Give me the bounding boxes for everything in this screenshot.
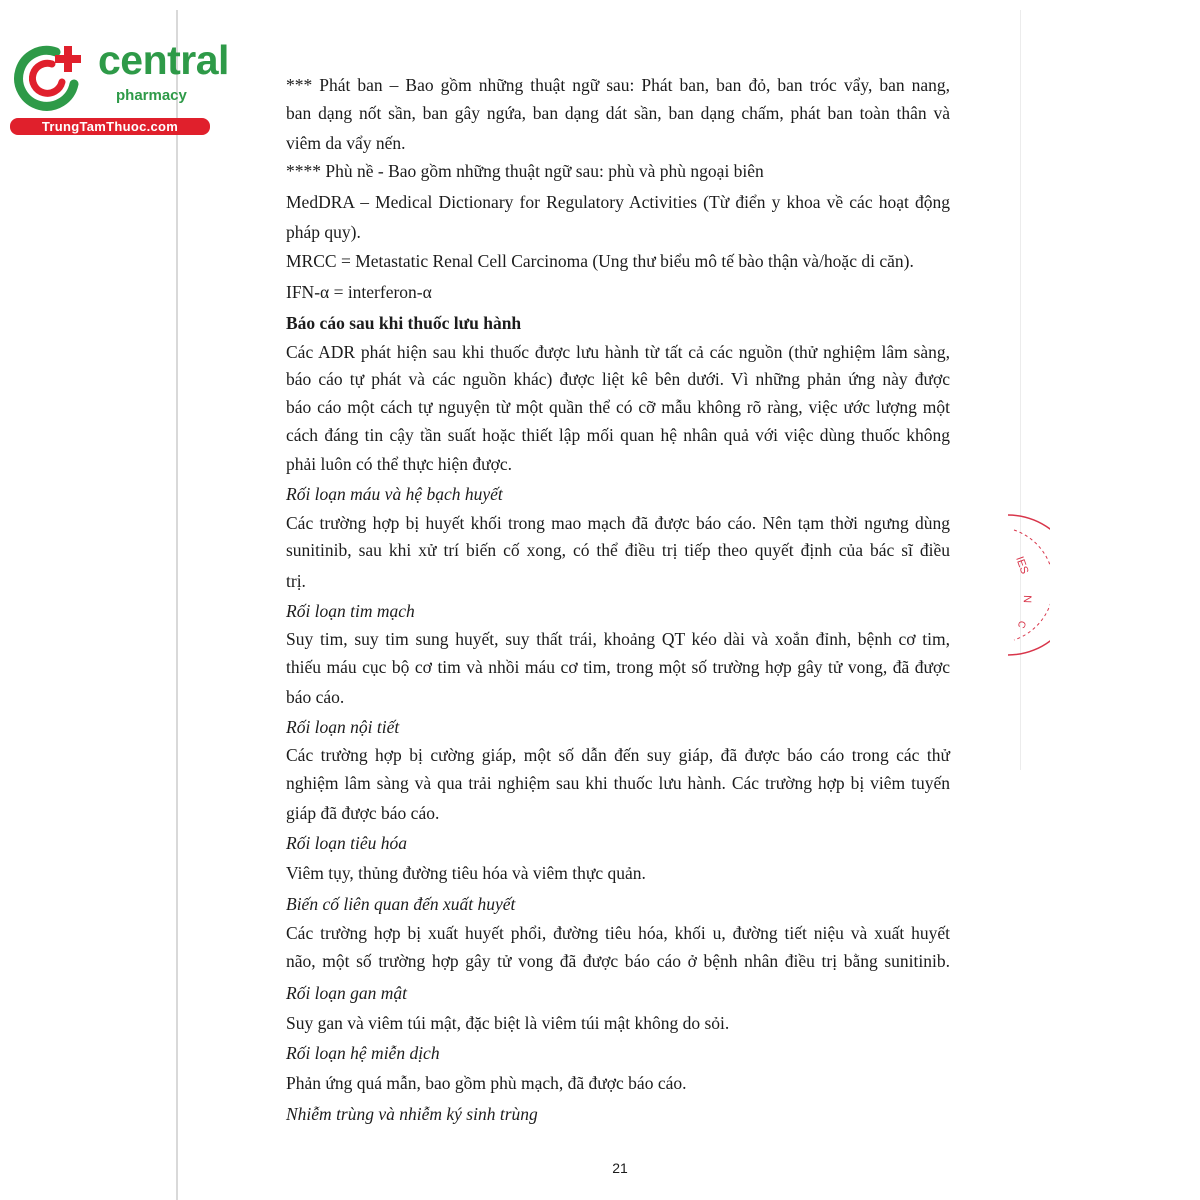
logo-name: central (98, 37, 229, 83)
text-line: **** Phù nề - Bao gồm những thuật ngữ sau: phù và phù ngoại biên (286, 161, 764, 181)
text-line: ban dạng nốt sần, ban gây ngứa, ban dạng dát sần, ban dạng chấm, phát ban toàn thân và (286, 103, 950, 123)
text-line: nghiệm lâm sàng và qua trải nghiệm sau khi thuốc lưu hành. Các trường hợp bị viêm tuyến (286, 773, 950, 793)
svg-text:C: C (1014, 618, 1028, 630)
text-line: pháp quy). (286, 222, 361, 242)
text-line: *** Phát ban – Bao gồm những thuật ngữ sau: Phát ban, ban đỏ, ban tróc vẩy, ban nang, (286, 75, 950, 95)
logo-subtitle: pharmacy (116, 87, 187, 104)
section-heading: Báo cáo sau khi thuốc lưu hành (286, 313, 522, 333)
svg-text:IES: IES (1013, 554, 1031, 576)
text-line: Viêm tụy, thủng đường tiêu hóa và viêm thực quản. (286, 863, 646, 883)
text-line: IFN-α = interferon-α (286, 282, 432, 302)
subsection-heading: Nhiễm trùng và nhiễm ký sinh trùng (286, 1104, 538, 1124)
central-logo-icon (12, 38, 92, 118)
text-line: báo cáo. (286, 687, 345, 707)
svg-text:N: N (1020, 594, 1033, 604)
text-line: Suy gan và viêm túi mật, đặc biệt là viêm túi mật không do sỏi. (286, 1013, 730, 1033)
text-line: Các trường hợp bị cường giáp, một số dẫn đến suy giáp, đã được báo cáo trong các thử (286, 745, 950, 765)
text-line: não, một số trường hợp gây tử vong đã được báo cáo ở bệnh nhân điều trị bằng sunitinib. (286, 951, 950, 971)
text-line: MRCC = Metastatic Renal Cell Carcinoma (Ung thư biểu mô tế bào thận và/hoặc di căn). (286, 251, 914, 271)
red-stamp-seal (1000, 510, 1050, 660)
text-line: sunitinib, sau khi xử trí biến cố xong, có thể điều trị tiếp theo quyết định của bác sĩ điều (286, 540, 950, 560)
text-line: giáp đã được báo cáo. (286, 803, 440, 823)
page-number: 21 (612, 1160, 628, 1176)
text-line: MedDRA – Medical Dictionary for Regulatory Activities (Từ điển y khoa về các hoạt động (286, 192, 950, 212)
text-line: trị. (286, 571, 306, 591)
subsection-heading: Rối loạn máu và hệ bạch huyết (286, 484, 503, 504)
subsection-heading: Rối loạn hệ miễn dịch (286, 1043, 440, 1063)
text-line: thiếu máu cục bộ cơ tim và nhồi máu cơ tim, trong một số trường hợp gây tử vong, đã được (286, 657, 950, 677)
central-pharmacy-logo[interactable] (10, 37, 229, 138)
text-line: Các trường hợp bị xuất huyết phổi, đường tiêu hóa, khối u, đường tiết niệu và xuất huyết (286, 923, 950, 943)
subsection-heading: Rối loạn nội tiết (286, 717, 400, 737)
text-line: Các ADR phát hiện sau khi thuốc được lưu hành từ tất cả các nguồn (thử nghiệm lâm sàng, (286, 342, 950, 362)
text-line: báo cáo một cách tự nguyện từ một quần thể có cỡ mẫu không rõ ràng, việc ước lượng một (286, 397, 950, 417)
subsection-heading: Rối loạn tiêu hóa (286, 833, 408, 853)
text-line: Các trường hợp bị huyết khối trong mao mạch đã được báo cáo. Nên tạm thời ngưng dùng (286, 513, 950, 533)
text-line: báo cáo tự phát và các nguồn khác) được liệt kê bên dưới. Vì những phản ứng này được (286, 369, 950, 389)
subsection-heading: Rối loạn gan mật (286, 983, 408, 1003)
subsection-heading: Rối loạn tim mạch (286, 601, 415, 621)
page-left-edge (176, 10, 178, 1200)
text-line: Phản ứng quá mẫn, bao gồm phù mạch, đã được báo cáo. (286, 1073, 687, 1093)
text-line: Suy tim, suy tim sung huyết, suy thất trái, khoảng QT kéo dài và xoắn đỉnh, bệnh cơ tim, (286, 629, 950, 649)
logo-website[interactable]: TrungTamThuoc.com (10, 118, 210, 135)
text-line: viêm da vẩy nến. (286, 133, 406, 153)
text-line: cách đáng tin cậy tần suất hoặc thiết lập mối quan hệ nhân quả với việc dùng thuốc không (286, 425, 950, 445)
subsection-heading: Biến cố liên quan đến xuất huyết (286, 894, 516, 914)
text-line: phải luôn có thể thực hiện được. (286, 454, 513, 474)
